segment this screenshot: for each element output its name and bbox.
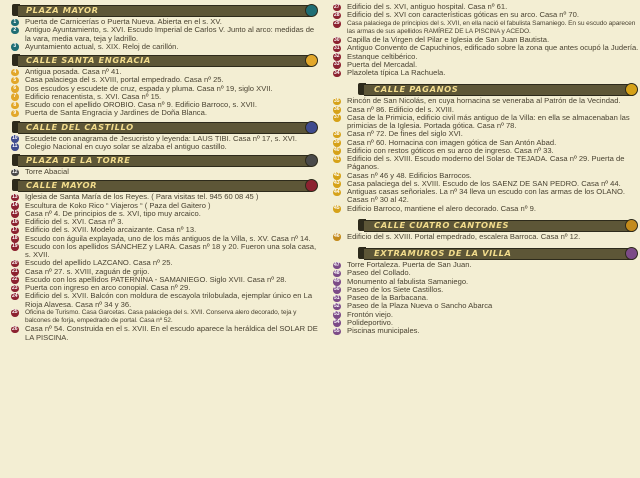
left-column [0, 0, 320, 342]
list-item [0, 243, 320, 260]
item-text: Monumento al fabulista Samaniego. [347, 276, 469, 286]
item-number-badge: 37 [333, 114, 340, 121]
item-text: Estanque celtibérico. [347, 51, 418, 61]
item-number-badge: 5 [11, 77, 19, 85]
section-header [0, 54, 320, 66]
item-number-badge: 3 [11, 43, 19, 51]
item-number-badge: 16 [11, 218, 18, 225]
section-color-dot-icon [305, 154, 318, 167]
item-text: Plazoleta típica La Rachuela. [347, 68, 446, 77]
list-item [0, 292, 320, 309]
item-number-badge: 1 [11, 19, 19, 27]
item-text: Antiguas casas señoriales. La nº 34 lleva un escudo con las armas de los OLANO. Casas nº 30 al 42. [347, 187, 625, 205]
item-number-badge: 23 [11, 284, 18, 291]
item-text: Dos escudos y escudete de cruz, espada y pluma. Casa nº 19, siglo XVII. [25, 83, 273, 93]
item-text: Escudete con anagrama de Jesucristo y leyenda: LAUS TIBI. Casa nº 17, s. XVI. [25, 133, 297, 143]
item-number-badge: 39 [333, 139, 340, 145]
section-title: CALLE DEL CASTILLO [26, 121, 134, 132]
item-number-badge: 42 [333, 172, 340, 178]
item-number-badge: 55 [333, 327, 340, 334]
item-text: Casa nº 27. s. XVIII, zaguán de grijo. [25, 266, 150, 276]
item-number-badge: 29 [334, 20, 340, 26]
list-item [322, 327, 640, 335]
item-text: Rincón de San Nicolás, en cuya hornacina se veneraba al Patrón de la Vecindad. [347, 96, 621, 106]
item-number-badge: 11 [12, 143, 18, 150]
item-number-badge: 14 [11, 202, 18, 208]
section-title: CALLE CUATRO CANTONES [374, 219, 510, 230]
list-item [322, 69, 640, 77]
item-text: Puerta de Carnicerías o Puerta Nueva. Abierta en el s. XV. [25, 17, 222, 26]
section-color-dot-icon [625, 219, 638, 232]
item-number-badge: 43 [333, 180, 340, 187]
item-text: Edificio del s. XVII. Balcón con moldura de escayola trilobulada, ejemplar único en La Rioja Alavesa. Casa nº 34 y 36. [25, 291, 313, 309]
section-plaza-mayor [0, 4, 320, 51]
item-number-badge: 2 [11, 27, 19, 35]
section-calle-mayor-continued [322, 3, 640, 77]
item-number-badge: 34 [333, 69, 340, 76]
item-number-badge: 18 [11, 235, 18, 241]
list-item [322, 205, 640, 213]
item-number-badge: 33 [333, 61, 340, 68]
item-number-badge: 21 [11, 268, 18, 274]
item-text: Torre Abacial [25, 167, 69, 176]
section-calle-paganos [322, 83, 640, 213]
item-text: Edificio del s. XVIII. Escudo moderno del Solar de TEJADA. Casa nº 29. Puerta de Páganos. [347, 154, 625, 172]
list-item [0, 143, 320, 151]
item-text: Escudo con los apellidos SÁNCHEZ y LARA. Casas nº 18 y 20. Fueron una sola casa, s. XVII. [25, 241, 317, 259]
item-text: Casa nº 60. Hornacina con imagen gótica de San Antón Abad. [347, 137, 557, 147]
item-text: Casa nº 86. Edificio del s. XVIII. [347, 104, 455, 114]
section-color-dot-icon [305, 4, 318, 17]
section-calle-del-castillo [0, 121, 320, 152]
item-text: Iglesia de Santa María de los Reyes. ( Para visitas tel. 945 60 08 45 ) [25, 192, 259, 202]
section-extramuros-de-la-villa [322, 247, 640, 335]
item-number-badge: 50 [333, 286, 340, 293]
list-item [0, 43, 320, 51]
item-text: Casa de la Primicia, edificio civil más antiguo de la Villa: en ella se almacenaban las primicias de la Iglesia. Portada gótica. Casa nº 78. [347, 112, 630, 130]
item-number-badge: 8 [11, 102, 19, 110]
item-number-badge: 25 [12, 309, 18, 316]
item-number-badge: 12 [11, 168, 18, 175]
item-text: Edificio del s. XVIII. Portal empedrado, escalera Barroca. Casa nº 12. [347, 231, 581, 241]
section-header [322, 83, 640, 95]
section-color-dot-icon [305, 54, 318, 67]
item-number-badge: 20 [11, 259, 18, 266]
section-title: CALLE MAYOR [26, 180, 98, 191]
item-number-badge: 46 [333, 233, 340, 240]
item-number-badge: 48 [333, 269, 340, 276]
item-number-badge: 13 [11, 193, 18, 200]
item-text: Casa palaciega del s. XVIII, portal empedrado. Casa nº 25. [25, 75, 224, 85]
section-plaza-de-la-torre [0, 154, 320, 176]
right-column [322, 0, 640, 335]
item-text: Escudo con el apellido OROBIO. Casa nº 9. Edificio Barroco, s. XVII. [25, 100, 257, 109]
item-number-badge: 22 [11, 276, 18, 283]
item-number-badge: 31 [333, 44, 340, 51]
list-item [322, 20, 640, 37]
list-item [322, 155, 640, 172]
list-item [322, 233, 640, 241]
item-number-badge: 19 [11, 243, 18, 250]
item-text: Antiguo Ayuntamiento, s. XVI. Escudo Imperial de Carlos V. Junto al arco: medidas de la vara, media vara, teja y ladrillo. [25, 25, 315, 43]
list-item [322, 114, 640, 131]
item-text: Casa nº 72. De fines del siglo XVI. [347, 129, 463, 139]
item-number-badge: 9 [11, 110, 19, 118]
item-number-badge: 27 [333, 3, 340, 10]
item-number-badge: 24 [11, 292, 18, 299]
item-text: Antiguo Convento de Capuchinos, edificado sobre la zona que antes ocupó la Judería. [347, 43, 639, 53]
section-header [322, 219, 640, 231]
item-text: Ayuntamiento actual, s. XIX. Reloj de carillón. [25, 41, 179, 51]
item-number-badge: 10 [11, 135, 18, 141]
section-title: PLAZA MAYOR [26, 5, 99, 15]
section-title: EXTRAMUROS DE LA VILLA [374, 248, 512, 258]
section-header [0, 179, 320, 191]
section-header [0, 154, 320, 166]
item-text: Capilla de la Virgen del Pilar e Iglesia de San Juan Bautista. [347, 35, 550, 44]
item-number-badge: 30 [333, 36, 340, 43]
section-title: PLAZA DE LA TORRE [26, 155, 131, 165]
item-number-badge: 6 [11, 85, 19, 93]
item-number-badge: 26 [11, 325, 18, 332]
item-number-badge: 45 [333, 205, 340, 211]
section-color-dot-icon [625, 83, 638, 96]
item-text: Edificio del s. XVII. Modelo arcaizante. Casa nº 13. [25, 225, 197, 235]
section-color-dot-icon [305, 179, 318, 192]
list-item [0, 109, 320, 117]
item-text: Edificio del s. XVI con características góticas en su arco. Casa nº 70. [347, 10, 579, 20]
item-text: Edificio renacentista, s. XVI. Casa nº 15. [25, 91, 162, 101]
item-text: Paseo de la Plaza Nueva o Sancho Abarca [347, 301, 493, 311]
item-number-badge: 35 [333, 97, 340, 104]
item-number-badge: 15 [11, 210, 18, 217]
item-text: Polideportivo. [347, 317, 394, 327]
item-text: Escudo con águila explayada, uno de los más antiguos de la Villa, s. XV. Casa nº 14. [25, 233, 311, 243]
item-text: Casas nº 46 y 48. Edificios Barrocos. [347, 170, 472, 180]
section-title: CALLE SANTA ENGRACIA [26, 55, 151, 65]
list-item [0, 309, 320, 326]
item-text: Frontón viejo. [347, 309, 394, 319]
item-text: Paseo del Collado. [347, 268, 411, 278]
item-text: Piscinas municipales. [347, 326, 420, 335]
item-text: Oficina de Turismo. Casa Garcetas. Casa palaciega del s. XVII. Conserva alero decorado, teja y balcones de forja, empedrado de portal. Casa nº 52. [25, 308, 297, 324]
list-item [0, 168, 320, 176]
item-number-badge: 53 [333, 311, 340, 317]
item-number-badge: 36 [333, 106, 340, 112]
item-text: Casa nº 4. De principios de s. XVI, tipo muy arcaico. [25, 208, 201, 218]
item-text: Edificio Barroco, mantiene el alero decorado. Casa nº 9. [347, 203, 536, 213]
item-text: Casa palaciega del s. XVIII. Escudo de los SAENZ DE SAN PEDRO. Casa nº 44. [347, 178, 621, 188]
item-number-badge: 51 [333, 294, 340, 301]
item-number-badge: 17 [11, 226, 18, 233]
item-text: Edificio del s. XVI. Casa nº 3. [25, 217, 124, 226]
section-header [322, 247, 640, 259]
item-text: Paseo de los Siete Castillos. [347, 284, 444, 294]
section-color-dot-icon [625, 247, 638, 260]
item-text: Escudo del apellido LAZCANO. Casa nº 25. [25, 258, 173, 268]
item-number-badge: 7 [11, 93, 19, 101]
item-text: Casa palaciega de principios del s. XVII, en ella nació el fabulista Samaniego. En su escudo aparecen las armas de sus apellidos RAMÍREZ DE LA PISCINA y ACEDO. [347, 19, 636, 35]
item-number-badge: 38 [333, 130, 340, 137]
item-text: Escudo con los apellidos PATERNINA - SAMANIEGO. Siglo XVII. Casa nº 28. [25, 274, 287, 284]
item-number-badge: 47 [333, 261, 340, 268]
item-number-badge: 49 [333, 278, 340, 284]
item-text: Puerta con ingreso en arco conopial. Casa nº 29. [25, 283, 191, 292]
item-text: Casa nº 54. Construida en el s. XVII. En el escudo aparece la heráldica del SOLAR DE LA PISCINA. [25, 324, 318, 342]
item-text: Paseo de la Barbacana. [347, 293, 429, 302]
item-text: Colegio Nacional en cuyo solar se alzaba el antiguo castillo. [25, 141, 227, 151]
item-number-badge: 4 [11, 69, 19, 77]
section-calle-santa-engracia [0, 54, 320, 118]
item-text: Edificio con restos góticos en su arco de ingreso. Casa nº 33. [347, 145, 554, 155]
item-number-badge: 52 [333, 302, 340, 309]
list-item [0, 26, 320, 43]
section-color-dot-icon [305, 121, 318, 134]
item-number-badge: 41 [333, 155, 340, 162]
item-number-badge: 54 [333, 319, 340, 326]
item-text: Escultura de Koko Rico “ Viajeros “ ( Paza del Gaitero ) [25, 200, 211, 210]
item-text: Puerta del Mercadal. [347, 59, 418, 69]
item-number-badge: 40 [333, 147, 340, 154]
section-calle-cuatro-cantones [322, 219, 640, 241]
list-item [0, 325, 320, 342]
item-text: Antigua posada. Casa nº 41. [25, 67, 122, 76]
section-header [0, 4, 320, 16]
list-item [322, 188, 640, 205]
item-number-badge: 32 [333, 53, 340, 59]
list-item [322, 11, 640, 19]
section-title: CALLE PAGANOS [374, 84, 459, 95]
item-text: Edificio del s. XVI, antiguo hospital. Casa nº 61. [347, 2, 508, 11]
item-number-badge: 44 [333, 188, 340, 195]
section-header [0, 121, 320, 133]
section-calle-mayor [0, 179, 320, 342]
item-number-badge: 28 [333, 11, 340, 18]
item-text: Puerta de Santa Engracia y Jardines de Doña Blanca. [25, 108, 207, 118]
item-text: Torre Fortaleza. Puerta de San Juan. [347, 260, 472, 269]
